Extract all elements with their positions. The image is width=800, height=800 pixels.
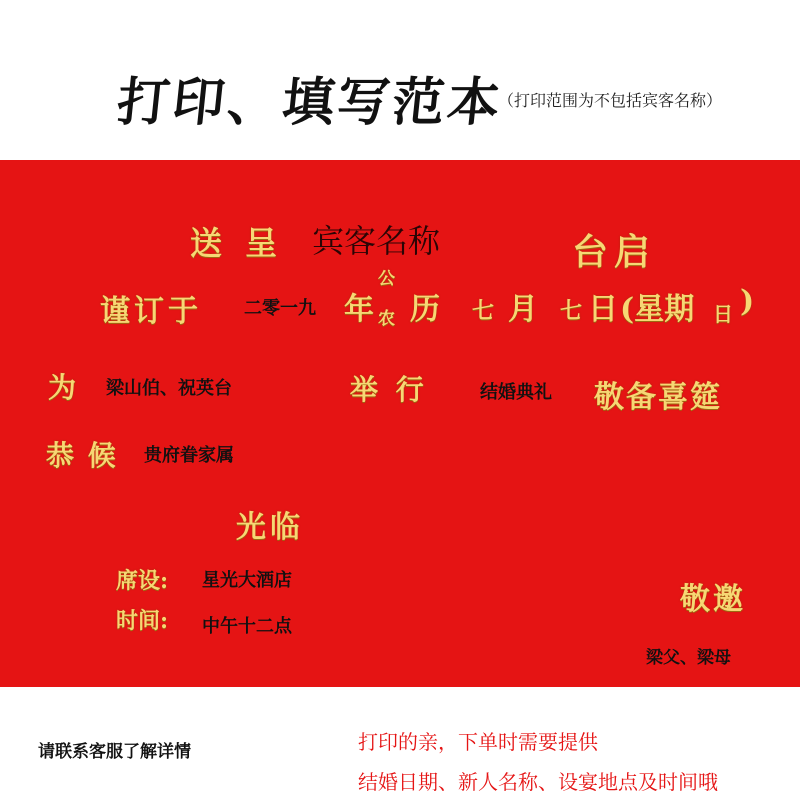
print-note-line-2: 结婚日期、新人名称、设宴地点及时间哦: [358, 770, 718, 794]
print-note-line-1: 打印的亲，下单时需要提供: [358, 730, 598, 754]
weekday-open: (星期: [620, 292, 695, 327]
for-label: 为: [48, 371, 77, 404]
await-label: 恭 候: [46, 439, 118, 472]
invite-label: 敬邀: [680, 582, 746, 617]
guest-name-placeholder: 宾客名称: [312, 222, 441, 260]
month-value: 七: [472, 298, 495, 324]
couple-names: 梁山伯、祝英台: [106, 378, 232, 399]
weekday-close: ): [740, 284, 755, 319]
venue-value: 星光大酒店: [202, 570, 292, 591]
contact-service-text: 请联系客服了解详情: [38, 742, 191, 762]
send-prefix: 送 呈: [190, 224, 284, 262]
banquet-label: 敬备喜筵: [594, 380, 722, 415]
time-label: 时间:: [116, 608, 169, 634]
time-value: 中午十二点: [202, 616, 292, 637]
invitee: 贵府眷家属: [144, 445, 234, 466]
page-title: 打印、填写范本: [114, 72, 506, 133]
hosts: 梁父、梁母: [646, 648, 731, 668]
year-label: 年: [344, 292, 374, 327]
presence-label: 光临: [236, 510, 304, 545]
send-suffix: 台启: [572, 231, 657, 273]
print-range-note: （打印范围为不包括宾客名称）: [498, 91, 723, 110]
event-name: 结婚典礼: [480, 382, 552, 403]
year-value: 二零一九: [244, 298, 316, 319]
hold-label: 举 行: [350, 373, 428, 406]
day-value: 七: [560, 298, 583, 324]
calendar-label: 历: [410, 292, 440, 327]
invitation-card: [0, 160, 800, 687]
venue-label: 席设:: [116, 568, 169, 594]
weekday-value: 日: [713, 302, 733, 326]
date-prefix: 谨订于: [100, 294, 202, 329]
calendar-gregorian: 公: [378, 269, 395, 289]
day-label: 日: [588, 292, 618, 327]
calendar-lunar: 农: [378, 309, 395, 329]
month-label: 月: [508, 292, 538, 327]
